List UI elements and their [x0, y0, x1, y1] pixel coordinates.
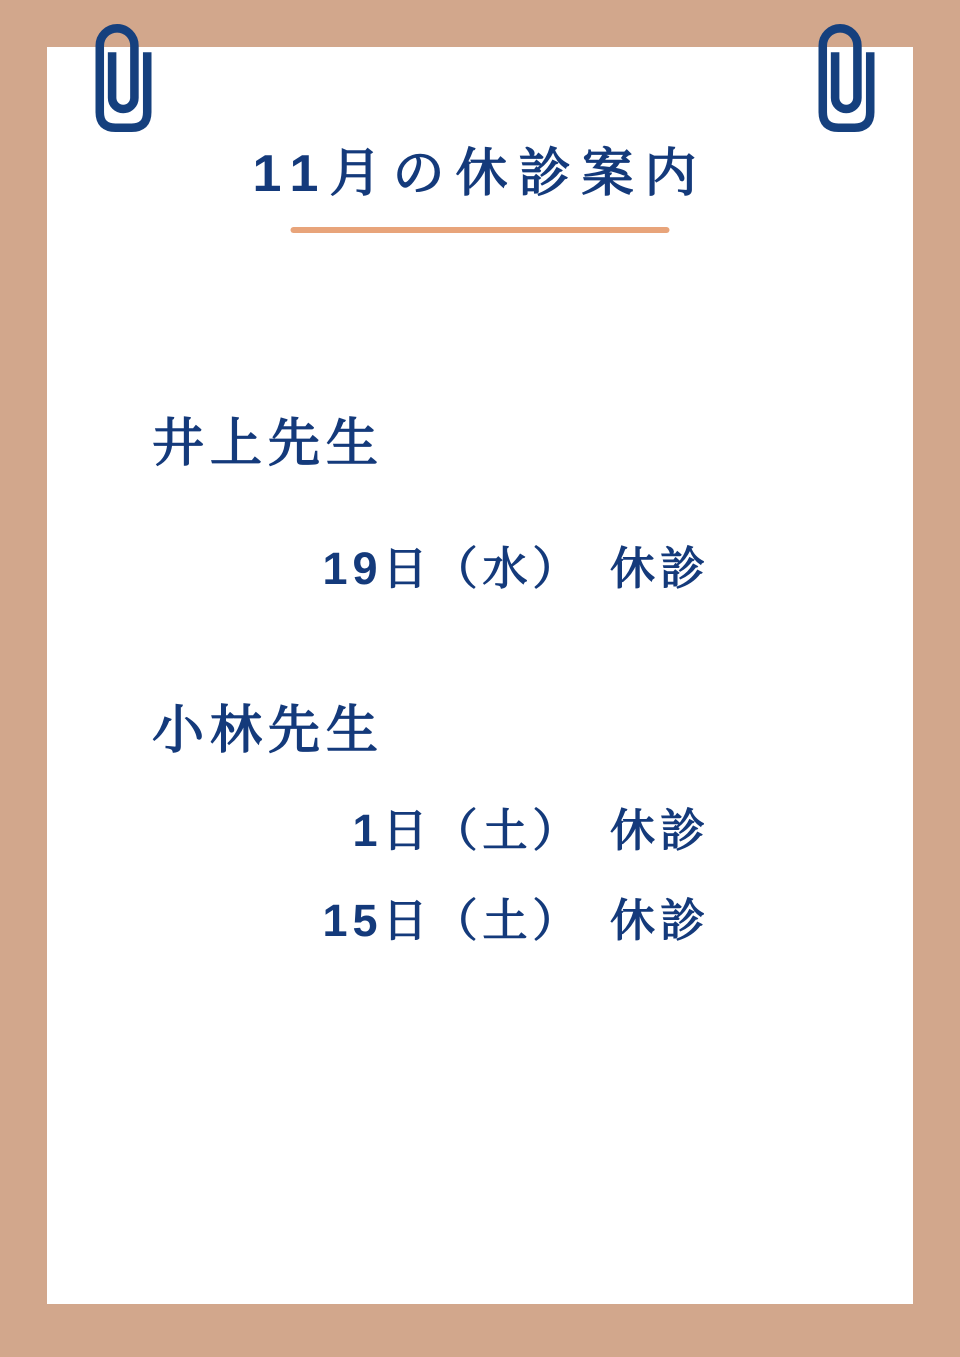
doctor-name-inoue: 井上先生: [152, 415, 385, 473]
poster-title: 11月の休診案内: [252, 145, 708, 203]
notice-paper: [47, 47, 913, 1304]
title-underline: [291, 227, 670, 233]
paperclip-icon: [817, 20, 876, 132]
paperclip-icon: [94, 20, 153, 132]
closure-date-line: 15日（土） 休診: [322, 895, 710, 946]
doctor-name-kobayashi: 小林先生: [152, 702, 385, 760]
closure-date-line: 1日（土） 休診: [352, 805, 710, 856]
closure-date-line: 19日（水） 休診: [322, 543, 710, 594]
